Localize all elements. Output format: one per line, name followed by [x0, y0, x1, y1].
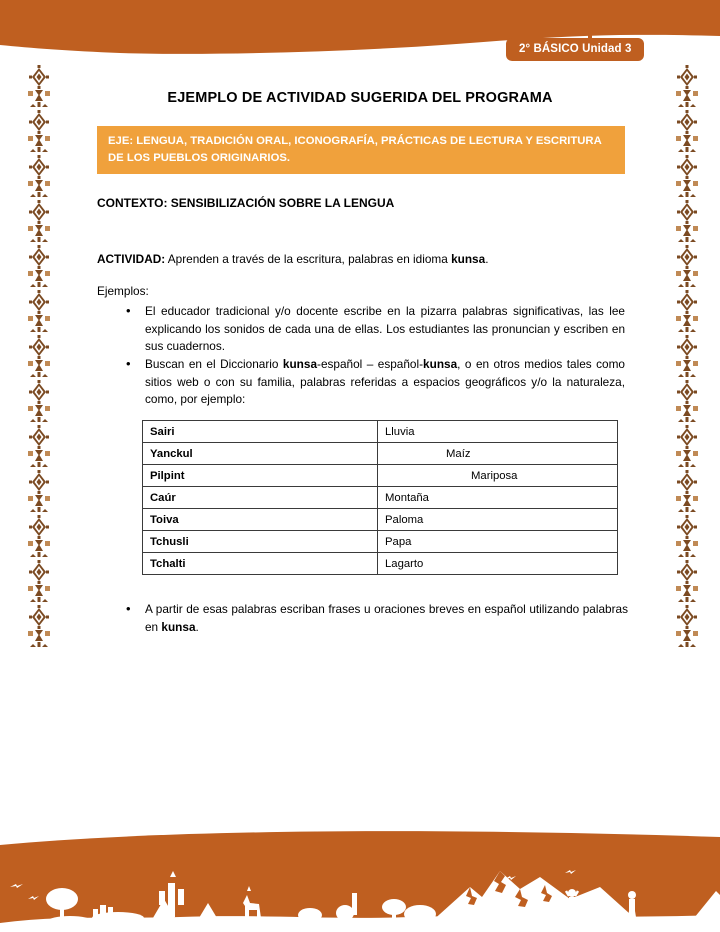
bullet2-lang-2: kunsa [423, 357, 458, 371]
vocabulary-table-body [143, 421, 618, 575]
actividad-label: ACTIVIDAD: [97, 252, 166, 266]
table-row [143, 487, 618, 509]
vocab-meaning: Lluvia [378, 421, 618, 443]
table-row [143, 553, 618, 575]
bullet3-period: . [195, 619, 199, 634]
bullet2-lang-1: kunsa [282, 357, 318, 371]
bottom-landscape-band [0, 827, 720, 932]
bullet2-part-c: -español – español- [317, 357, 424, 371]
eje-banner: EJE: LENGUA, TRADICIÓN ORAL, ICONOGRAFÍA, PRÁCTICAS DE LECTURA Y ESCRITURA DE LOS PUEBLOS ORIGINARIOS. [97, 126, 625, 174]
example-bullet-3 [120, 601, 628, 636]
actividad-language: kunsa [451, 252, 486, 266]
table-row [143, 421, 618, 443]
bullet3-lang: kunsa [161, 619, 196, 634]
table-row [143, 465, 618, 487]
bullet2-part-a: Buscan en el Diccionario [145, 357, 283, 371]
table-row [143, 531, 618, 553]
vocabulary-table [142, 420, 618, 575]
right-border-pattern [674, 62, 700, 647]
vocab-meaning: Montaña [378, 487, 618, 509]
bullet3-part-a: A partir de esas palabras escriban frases u oraciones breves en español utilizando palabras en [145, 602, 628, 634]
example-bullet-1: • El educador tradicional y/o docente escribe en la pizarra palabras significativas, las lee explicando los sonidos de cada una de ellas. Los estudiantes las pronuncian y escriben en sus cuadernos. [120, 303, 625, 356]
actividad-text: Aprenden a través de la escritura, palabras en idioma [165, 252, 452, 266]
actividad-period: . [485, 252, 489, 266]
page-title: EJEMPLO DE ACTIVIDAD SUGERIDA DEL PROGRAMA [167, 90, 553, 106]
vocab-term: Yanckul [143, 443, 378, 465]
example-bullet-2 [120, 356, 625, 409]
table-row [143, 509, 618, 531]
vocab-meaning: Lagarto [378, 553, 618, 575]
vocab-term: Sairi [143, 421, 378, 443]
ejemplos-label: Ejemplos: [97, 284, 149, 298]
vocab-meaning: Mariposa [378, 465, 618, 487]
vocab-term: Pilpint [143, 465, 378, 487]
actividad-line [97, 251, 627, 267]
vocab-term: Caúr [143, 487, 378, 509]
vocab-meaning: Maíz [378, 443, 618, 465]
vocab-meaning: Papa [378, 531, 618, 553]
vocab-meaning: Paloma [378, 509, 618, 531]
vocab-term: Tchusli [143, 531, 378, 553]
vocab-term: Toiva [143, 509, 378, 531]
unit-badge: 2° BÁSICO Unidad 3 [506, 38, 644, 61]
table-row [143, 443, 618, 465]
contexto-heading: CONTEXTO: SENSIBILIZACIÓN SOBRE LA LENGUA [97, 196, 395, 210]
left-border-pattern [26, 62, 52, 647]
bullet2-part-d: , o en otros medios tales como sitios web o con su familia, palabras referidas a espacios geográficos y/o la naturaleza, como, por ejemplo: [145, 357, 625, 407]
vocab-term: Tchalti [143, 553, 378, 575]
